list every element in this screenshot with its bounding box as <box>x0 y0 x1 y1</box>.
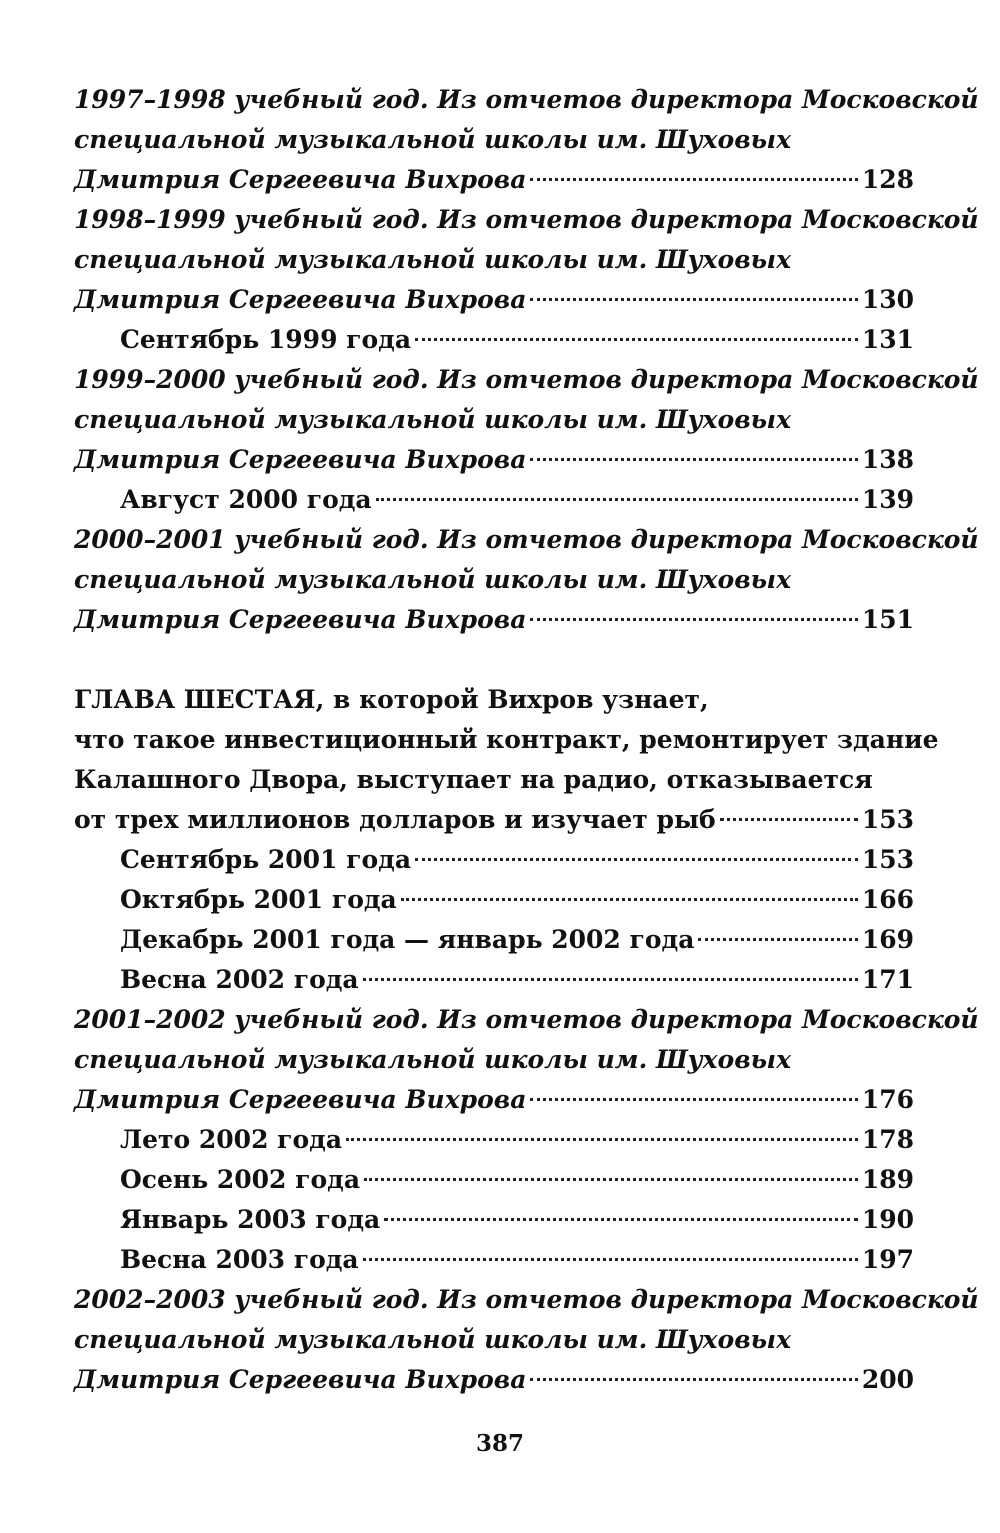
toc-entry <box>74 1360 914 1400</box>
toc-page-number: 189 <box>861 1165 914 1194</box>
toc-entry-text: специальной музыкальной школы им. Шуховых <box>74 125 791 154</box>
dot-leader <box>346 1138 858 1141</box>
table-of-contents <box>74 80 979 1400</box>
dot-leader <box>363 1258 858 1261</box>
toc-page-number: 153 <box>861 805 914 834</box>
toc-entry <box>74 1120 914 1160</box>
dot-leader <box>530 178 857 181</box>
dot-leader <box>401 898 858 901</box>
toc-entry-text: 2002–2003 учебный год. Из отчетов директора Московской <box>74 1285 979 1314</box>
toc-page-number: 176 <box>861 1085 914 1114</box>
toc-entry-text: Январь 2003 года <box>120 1205 381 1234</box>
toc-entry <box>74 760 914 800</box>
toc-entry-text: Октябрь 2001 года <box>120 885 397 914</box>
toc-page-number: 131 <box>861 325 914 354</box>
toc-entry <box>74 800 914 840</box>
toc-page-number: 139 <box>861 485 914 514</box>
toc-block-2 <box>74 680 979 1400</box>
block-gap <box>74 640 914 680</box>
dot-leader <box>698 938 857 941</box>
toc-page-number: 178 <box>861 1125 914 1154</box>
toc-entry-text: 2001–2002 учебный год. Из отчетов директора Московской <box>74 1005 979 1034</box>
toc-entry-text: ГЛАВА ШЕСТАЯ, в которой Вихров узнает, <box>74 685 709 714</box>
dot-leader <box>530 458 857 461</box>
toc-entry <box>74 400 914 440</box>
toc-entry <box>74 920 914 960</box>
toc-entry-text: 1998–1999 учебный год. Из отчетов директора Московской <box>74 205 979 234</box>
toc-entry-text: специальной музыкальной школы им. Шуховых <box>74 245 791 274</box>
toc-page-number: 130 <box>861 285 914 314</box>
toc-entry-text: Весна 2003 года <box>120 1245 359 1274</box>
toc-entry <box>74 600 914 640</box>
toc-entry <box>74 680 914 720</box>
toc-entry-text: специальной музыкальной школы им. Шуховых <box>74 1045 791 1074</box>
toc-entry-text: Дмитрия Сергеевича Вихрова <box>74 1365 527 1394</box>
toc-entry <box>74 360 979 400</box>
toc-entry-text: Август 2000 года <box>120 485 372 514</box>
toc-entry <box>74 240 914 280</box>
toc-entry <box>74 440 914 480</box>
dot-leader <box>363 978 858 981</box>
toc-entry-text: Дмитрия Сергеевича Вихрова <box>74 445 527 474</box>
toc-page-number: 138 <box>861 445 914 474</box>
toc-entry <box>74 1240 914 1280</box>
dot-leader <box>364 1178 858 1181</box>
toc-entry-text: Осень 2002 года <box>120 1165 361 1194</box>
toc-entry-text: Дмитрия Сергеевича Вихрова <box>74 605 527 634</box>
dot-leader <box>530 1098 857 1101</box>
toc-entry-text: специальной музыкальной школы им. Шуховых <box>74 565 791 594</box>
page-number: 387 <box>475 1430 524 1457</box>
toc-entry <box>74 120 914 160</box>
toc-entry <box>74 1280 979 1320</box>
toc-page-number: 128 <box>861 165 914 194</box>
toc-entry <box>74 480 914 520</box>
toc-entry <box>74 80 979 120</box>
toc-page-number: 197 <box>861 1245 914 1274</box>
toc-entry <box>74 1080 914 1120</box>
toc-page-number: 169 <box>861 925 914 954</box>
toc-entry <box>74 1000 979 1040</box>
toc-entry-text: 2000–2001 учебный год. Из отчетов директора Московской <box>74 525 979 554</box>
toc-entry <box>74 720 939 760</box>
dot-leader <box>376 498 858 501</box>
toc-entry <box>74 880 914 920</box>
toc-entry-text: Калашного Двора, выступает на радио, отказывается <box>74 765 873 794</box>
toc-entry-text: Сентябрь 2001 года <box>120 845 412 874</box>
toc-page-number: 166 <box>861 885 914 914</box>
toc-entry-text: Дмитрия Сергеевича Вихрова <box>74 1085 527 1114</box>
toc-entry-text: Декабрь 2001 года — январь 2002 года <box>120 925 695 954</box>
dot-leader <box>415 338 858 341</box>
toc-entry-text: 1999–2000 учебный год. Из отчетов директора Московской <box>74 365 979 394</box>
toc-entry <box>74 160 914 200</box>
toc-entry-text: Сентябрь 1999 года <box>120 325 412 354</box>
toc-entry-text: Дмитрия Сергеевича Вихрова <box>74 165 527 194</box>
toc-entry <box>74 520 979 560</box>
toc-block-1 <box>74 80 979 640</box>
dot-leader <box>720 818 858 821</box>
toc-entry <box>74 960 914 1000</box>
toc-entry <box>74 1200 914 1240</box>
toc-entry <box>74 320 914 360</box>
toc-page-number: 171 <box>861 965 914 994</box>
toc-page-number: 151 <box>861 605 914 634</box>
toc-entry-text: Лето 2002 года <box>120 1125 343 1154</box>
toc-entry <box>74 280 914 320</box>
toc-entry-text: специальной музыкальной школы им. Шуховых <box>74 1325 791 1354</box>
toc-entry-text: Весна 2002 года <box>120 965 359 994</box>
toc-entry-text: Дмитрия Сергеевича Вихрова <box>74 285 527 314</box>
toc-entry-text: 1997–1998 учебный год. Из отчетов директора Московской <box>74 85 979 114</box>
toc-entry-text: от трех миллионов долларов и изучает рыб <box>74 805 716 834</box>
toc-entry-text: что такое инвестиционный контракт, ремонтирует здание <box>74 725 939 754</box>
toc-entry-text: специальной музыкальной школы им. Шуховых <box>74 405 791 434</box>
toc-page-number: 153 <box>861 845 914 874</box>
dot-leader <box>530 298 857 301</box>
dot-leader <box>415 858 858 861</box>
toc-entry <box>74 560 914 600</box>
dot-leader <box>384 1218 858 1221</box>
toc-entry <box>74 1160 914 1200</box>
toc-entry <box>74 1040 914 1080</box>
toc-page-number: 190 <box>861 1205 914 1234</box>
toc-entry <box>74 200 979 240</box>
dot-leader <box>530 1378 857 1381</box>
toc-entry <box>74 840 914 880</box>
toc-entry <box>74 1320 914 1360</box>
toc-page-number: 200 <box>861 1365 914 1394</box>
dot-leader <box>530 618 857 621</box>
